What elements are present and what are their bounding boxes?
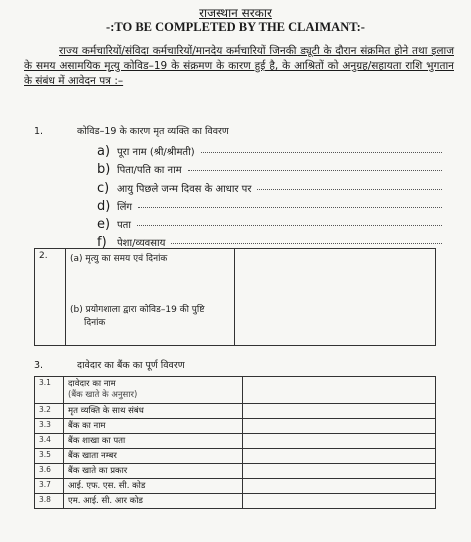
branch-address-input[interactable] [243,434,436,449]
row-number: 3.6 [35,464,64,479]
row-label: बैंक खाते का प्रकार [64,464,243,479]
field-age[interactable] [97,181,442,196]
section-2-answer-cell[interactable] [235,249,436,346]
field-full-name[interactable] [97,144,442,159]
micr-code-input[interactable] [243,494,436,509]
field-fill-line[interactable] [171,242,442,244]
claimant-name-input[interactable] [243,377,436,404]
form-header-title: राजस्थान सरकार [199,6,272,20]
relation-input[interactable] [243,404,436,419]
field-fill-line[interactable] [201,151,442,153]
field-fill-line[interactable] [138,206,442,208]
field-label: पेशा/व्यवसाय [117,238,166,249]
intro-paragraph: राज्य कर्मचारियों/संविदा कर्मचारियों/मानदेय कर्मचारियों जिनकी ड्यूटी के दौरान संक्रमित होने तथा इलाज के समय असामयिक मृत्यु कोविड–19 के संक्रमण के कारण हुई है, के आश्रितों को अनुग्रह/सहायता राशि भुगतान के संबंध में आवेदन पत्र :– [24,45,454,87]
covid-confirmation-label: (b) प्रयोगशाला द्वारा कोविड–19 की पुष्टि [70,305,205,315]
row-number: 3.4 [35,434,64,449]
field-letter: b) [97,162,111,177]
claimant-name-label: दावेदार का नाम [68,379,116,389]
field-letter: d) [97,199,111,214]
section-1-number: 1. [34,126,44,137]
death-date-label: (a) मृत्यु का समय एवं दिनांक [70,254,168,264]
form-header-subtitle: -:TO BE COMPLETED BY THE CLAIMANT:- [106,20,365,34]
row-number: 3.7 [35,479,64,494]
section-2-labels-cell [66,249,235,346]
row-number: 3.2 [35,404,64,419]
section-3-number: 3. [34,360,44,371]
field-fill-line[interactable] [257,188,442,190]
ifsc-code-input[interactable] [243,479,436,494]
row-label: बैंक शाखा का पता [64,434,243,449]
covid-confirmation-label-line2: दिनांक [84,318,106,328]
table-row [35,479,436,494]
field-letter: f) [97,235,107,250]
table-row [35,377,436,404]
field-fill-line[interactable] [137,224,442,226]
field-address[interactable] [97,217,442,232]
row-label: बैंक खाता नम्बर [64,449,243,464]
account-number-input[interactable] [243,449,436,464]
claimant-name-sublabel: (बैंक खाते के अनुसार) [68,390,138,400]
table-row [35,494,436,509]
row-label: बैंक का नाम [64,419,243,434]
row-label: मृत व्यक्ति के साथ संबंध [64,404,243,419]
field-letter: e) [97,217,111,232]
field-label: पूरा नाम (श्री/श्रीमती) [117,147,195,158]
table-row [35,404,436,419]
section-1-title: कोविड–19 के कारण मृत व्यक्ति का विवरण [77,126,229,137]
account-type-input[interactable] [243,464,436,479]
table-row [35,449,436,464]
row-label: एम. आई. सी. आर कोड [64,494,243,509]
field-letter: c) [97,181,110,196]
field-label: आयु पिछले जन्म दिवस के आधार पर [117,184,252,195]
field-father-husband-name[interactable] [97,162,442,177]
field-letter: a) [97,144,111,159]
field-label: पता [117,220,131,231]
row-number: 3.5 [35,449,64,464]
row-label: आई. एफ. एस. सी. कोड [64,479,243,494]
table-row [35,464,436,479]
row-label [64,377,243,404]
table-row [35,434,436,449]
table-row [35,249,436,346]
field-label: लिंग [117,202,132,213]
row-number: 3.8 [35,494,64,509]
section-2-number: 2. [35,249,66,346]
field-fill-line[interactable] [188,169,442,171]
bank-details-table [34,376,436,509]
table-row [35,419,436,434]
section-3-title: दावेदार का बैंक का पूर्ण विवरण [77,360,185,371]
row-number: 3.3 [35,419,64,434]
field-gender[interactable] [97,199,442,214]
bank-name-input[interactable] [243,419,436,434]
section-1-heading [34,124,229,137]
section-2-table [34,248,436,346]
field-label: पिता/पति का नाम [117,165,182,176]
row-number: 3.1 [35,377,64,404]
section-3-heading [34,358,185,371]
